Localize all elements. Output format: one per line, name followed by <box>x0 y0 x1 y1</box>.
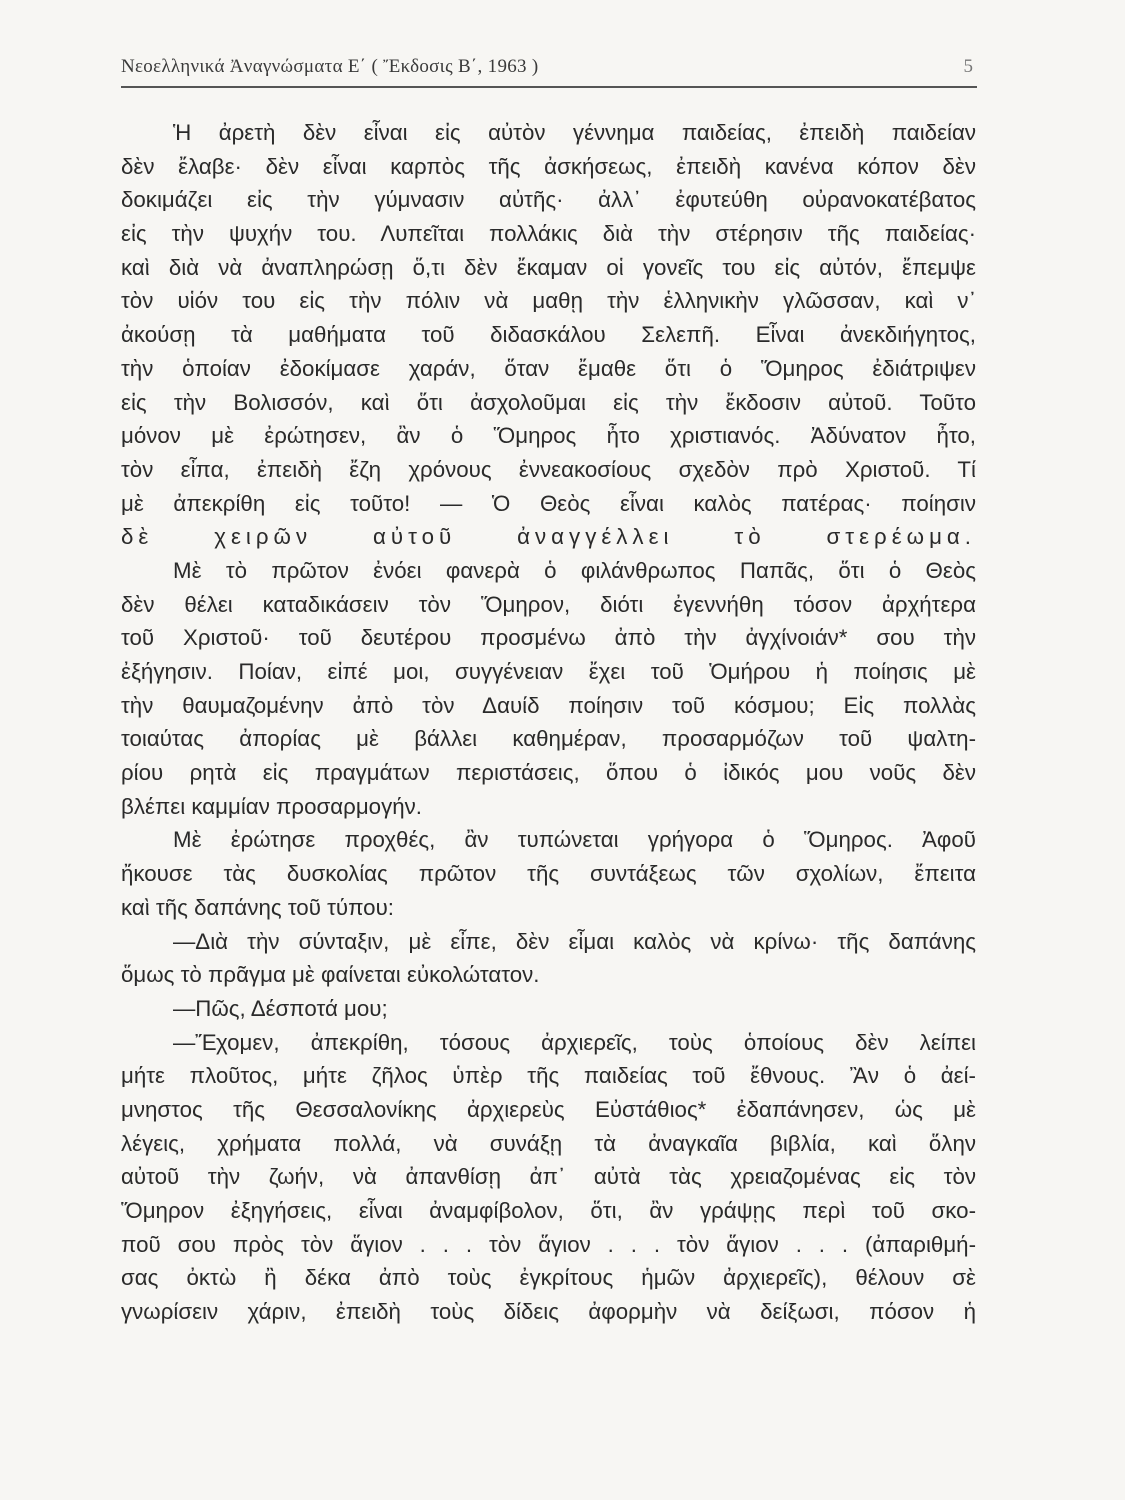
text-line: εἰς τὴν Βολισσόν, καὶ ὅτι ἀσχολοῦμαι εἰς τὴν ἔκδοσιν αὐτοῦ. Τοῦτο <box>121 389 976 415</box>
text-line-dialogue: —Διὰ τὴν σύνταξιν, μὲ εἶπε, δὲν εἶμαι καλὸς νὰ κρίνω· τῆς δαπάνης <box>173 928 976 954</box>
text-line: τοῦ Χριστοῦ· τοῦ δευτέρου προσμένω ἀπὸ τὴν ἀγχίνοιάν* σου τὴν <box>121 625 976 651</box>
text-line: βλέπει καμμίαν προσαρμογήν. <box>121 793 422 819</box>
text-line: ρίου ρητὰ εἰς πραγμάτων περιστάσεις, ὅπου ὁ ἰδικός μου νοῦς δὲν <box>121 760 976 786</box>
text-line: Ἡ ἀρετὴ δὲν εἶναι εἰς αὐτὸν γέννημα παιδείας, ἐπειδὴ παιδείαν <box>173 120 976 145</box>
text-line: εἰς τὴν ψυχήν του. Λυπεῖται πολλάκις διὰ τὴν στέρησιν τῆς παιδείας· <box>121 221 976 247</box>
text-line: τοιαύτας ἀπορίας μὲ βάλλει καθημέραν, προσαρμόζων τοῦ ψαλτη- <box>121 726 976 752</box>
text-line: ἀκούσῃ τὰ μαθήματα τοῦ διδασκάλου Σελεπῆ. Εἶναι ἀνεκδιήγητος, <box>121 322 976 348</box>
page-number: 5 <box>963 56 973 77</box>
text-line: μόνον μὲ ἐρώτησεν, ἂν ὁ Ὅμηρος ἦτο χριστιανός. Ἀδύνατον ἦτο, <box>121 423 976 449</box>
text-line: δὲν ἔλαβε· δὲν εἶναι καρπὸς τῆς ἀσκήσεως, ἐπειδὴ κανένα κόπον δὲν <box>121 153 976 179</box>
text-line: ὅμως τὸ πρᾶγμα μὲ φαίνεται εὐκολώτατον. <box>121 962 540 988</box>
text-line: τὸν υἱόν του εἰς τὴν πόλιν νὰ μαθῃ τὴν ἑλληνικὴν γλῶσσαν, καὶ ν᾽ <box>121 288 976 314</box>
text-line: σας ὀκτὼ ἢ δέκα ἀπὸ τοὺς ἐγκρίτους ἡμῶν ἀρχιερεῖς), θέλουν σὲ <box>121 1265 976 1291</box>
text-line: Μὲ ἐρώτησε προχθές, ἂν τυπώνεται γρήγορα ὁ Ὅμηρος. Ἀφοῦ <box>173 827 976 853</box>
text-line: καὶ διὰ νὰ ἀναπληρώσῃ ὅ,τι δὲν ἔκαμαν οἱ γονεῖς του εἰς αὐτόν, ἔπεμψε <box>121 254 976 280</box>
text-line-dialogue: —Ἔχομεν, ἀπεκρίθη, τόσους ἀρχιερεῖς, τοὺς ὁποίους δὲν λείπει <box>173 1029 976 1055</box>
text-line: καὶ τῆς δαπάνης τοῦ τύπου: <box>121 894 394 920</box>
text-line: γνωρίσειν χάριν, ἐπειδὴ τοὺς δίδεις ἀφορμὴν νὰ δείξωσι, πόσον ἡ <box>121 1299 976 1325</box>
text-line: δοκιμάζει εἰς τὴν γύμνασιν αὐτῆς· ἀλλ᾽ ἐφυτεύθη οὐρανοκατέβατος <box>121 187 976 213</box>
text-line: τὴν θαυμαζομένην ἀπὸ τὸν Δαυίδ ποίησιν τοῦ κόσμου; Εἰς πολλὰς <box>121 692 976 718</box>
text-line: Μὲ τὸ πρῶτον ἐνόει φανερὰ ὁ φιλάνθρωπος Παπᾶς, ὅτι ὁ Θεὸς <box>173 557 976 583</box>
text-line: ἤκουσε τὰς δυσκολίας πρῶτον τῆς συντάξεως τῶν σχολίων, ἔπειτα <box>121 861 976 887</box>
text-line: μήτε πλοῦτος, μήτε ζῆλος ὑπὲρ τῆς παιδείας τοῦ ἔθνους. Ἂν ὁ ἀεί- <box>121 1063 976 1089</box>
header-title: Νεοελληνικά Ἀναγνώσματα Ε΄ ( Ἔκδοσις Β΄, 1963 ) <box>121 56 539 77</box>
text-line: αὐτοῦ τὴν ζωήν, νὰ ἀπανθίσῃ ἀπ᾽ αὐτὰ τὰς χρειαζομένας εἰς τὸν <box>121 1164 976 1190</box>
text-line: μνηστος τῆς Θεσσαλονίκης ἀρχιερεὺς Εὐστάθιος* ἐδαπάνησεν, ὡς μὲ <box>121 1096 976 1122</box>
text-line-dialogue: —Πῶς, Δέσποτά μου; <box>173 995 388 1021</box>
text-line: μὲ ἀπεκρίθη εἰς τοῦτο! — Ὁ Θεὸς εἶναι καλὸς πατέρας· ποίησιν <box>121 490 976 516</box>
text-line: λέγεις, χρήματα πολλά, νὰ συνάξῃ τὰ ἀναγκαῖα βιβλία, καὶ ὅλην <box>121 1130 976 1156</box>
text-line: ποῦ σου πρὸς τὸν ἅγιον . . . τὸν ἅγιον . . . τὸν ἅγιον . . . (ἀπαριθμή- <box>121 1231 976 1257</box>
body-text <box>121 116 976 1329</box>
text-line: δὲν θέλει καταδικάσειν τὸν Ὅμηρον, διότι ἐγεννήθη τόσον ἀρχήτερα <box>121 591 976 617</box>
text-line-quotation: δὲ χειρῶν αὐτοῦ ἀναγγέλλει τὸ στερέωμα. <box>121 524 976 550</box>
text-line: ἐξήγησιν. Ποίαν, εἰπέ μοι, συγγένειαν ἔχει τοῦ Ὁμήρου ἡ ποίησις μὲ <box>121 659 976 684</box>
text-line: τὸν εἶπα, ἐπειδὴ ἔζη χρόνους ἐννεακοσίους σχεδὸν πρὸ Χριστοῦ. Τί <box>121 456 976 482</box>
text-line: Ὅμηρον ἐξηγήσεις, εἶναι ἀναμφίβολον, ὅτι, ἂν γράψῃς περὶ τοῦ σκο- <box>121 1198 976 1223</box>
running-header <box>121 52 977 88</box>
text-line: τὴν ὁποίαν ἐδοκίμασε χαράν, ὅταν ἔμαθε ὅτι ὁ Ὅμηρος ἐδιάτριψεν <box>121 355 976 381</box>
